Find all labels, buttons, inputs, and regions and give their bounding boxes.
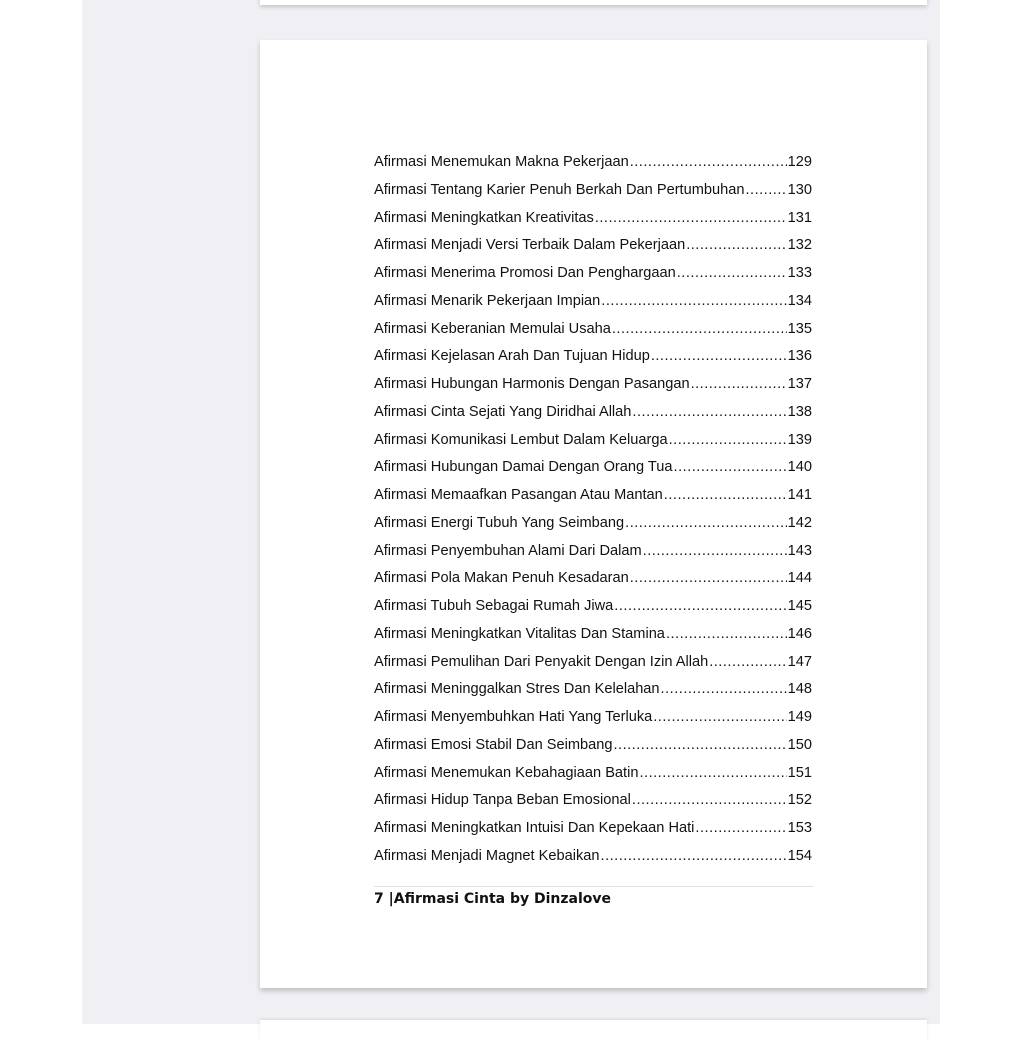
dot-leader xyxy=(691,376,787,392)
toc-entry-page: 132 xyxy=(787,237,812,254)
toc-entry[interactable] xyxy=(374,626,812,654)
toc-entry-page: 144 xyxy=(787,570,812,587)
toc-entry-page: 153 xyxy=(787,820,812,836)
toc-entry[interactable] xyxy=(374,515,812,543)
toc-entry[interactable] xyxy=(374,459,812,487)
toc-entry-title: Afirmasi Hubungan Damai Dengan Orang Tua xyxy=(374,459,673,476)
toc-entry-page: 138 xyxy=(787,403,812,420)
toc-entry[interactable] xyxy=(374,848,812,876)
toc-entry[interactable] xyxy=(374,654,812,682)
toc-entry[interactable] xyxy=(374,792,812,820)
dot-leader xyxy=(686,237,786,253)
dot-leader xyxy=(612,321,787,337)
footer-separator: | xyxy=(383,891,394,907)
dot-leader xyxy=(639,765,786,781)
toc-entry-title: Afirmasi Menemukan Kebahagiaan Batin xyxy=(374,764,639,781)
dot-leader xyxy=(669,432,787,448)
toc-entry-title: Afirmasi Pemulihan Dari Penyakit Dengan Izin Allah xyxy=(374,653,709,670)
dot-leader xyxy=(625,515,787,531)
previous-page xyxy=(260,0,927,5)
toc-entry-page: 131 xyxy=(787,209,812,226)
dot-leader xyxy=(601,848,787,864)
toc-entry[interactable] xyxy=(374,487,812,515)
toc-entry-title: Afirmasi Cinta Sejati Yang Diridhai Allah xyxy=(374,403,632,420)
toc-entry[interactable] xyxy=(374,598,812,626)
dot-leader xyxy=(595,210,787,226)
toc-entry-title: Afirmasi Menerima Promosi Dan Penghargaan xyxy=(374,265,676,281)
dot-leader xyxy=(630,154,787,170)
toc-entry[interactable] xyxy=(374,709,812,737)
dot-leader xyxy=(632,404,786,420)
toc-entry[interactable] xyxy=(374,543,812,571)
toc-entry-title: Afirmasi Hidup Tanpa Beban Emosional xyxy=(374,792,631,809)
dot-leader xyxy=(630,570,787,586)
toc-entry-page: 141 xyxy=(787,487,812,503)
toc-entry[interactable] xyxy=(374,154,812,182)
toc-entry[interactable] xyxy=(374,237,812,265)
toc-entry-page: 133 xyxy=(787,265,812,281)
toc-entry[interactable] xyxy=(374,321,812,349)
toc-entry-title: Afirmasi Keberanian Memulai Usaha xyxy=(374,320,611,337)
toc-entry[interactable] xyxy=(374,182,812,210)
table-of-contents xyxy=(374,154,812,876)
dot-leader xyxy=(666,626,787,642)
toc-entry[interactable] xyxy=(374,293,812,321)
toc-entry[interactable] xyxy=(374,348,812,376)
dot-leader xyxy=(664,487,787,503)
toc-entry-title: Afirmasi Energi Tubuh Yang Seimbang xyxy=(374,514,625,531)
dot-leader xyxy=(653,709,786,725)
toc-entry-page: 145 xyxy=(787,598,812,614)
toc-entry[interactable] xyxy=(374,376,812,404)
toc-entry[interactable] xyxy=(374,432,812,460)
document-viewer[interactable] xyxy=(82,0,940,1024)
toc-entry-title: Afirmasi Menjadi Magnet Kebaikan xyxy=(374,847,600,864)
toc-entry-title: Afirmasi Penyembuhan Alami Dari Dalam xyxy=(374,542,642,559)
toc-entry-title: Afirmasi Tentang Karier Penuh Berkah Dan Pertumbuhan xyxy=(374,181,745,198)
toc-entry-page: 143 xyxy=(787,542,812,559)
toc-entry-title: Afirmasi Menemukan Makna Pekerjaan xyxy=(374,154,629,170)
toc-entry-title: Afirmasi Pola Makan Penuh Kesadaran xyxy=(374,570,629,587)
toc-entry-page: 140 xyxy=(787,459,812,476)
toc-entry[interactable] xyxy=(374,737,812,765)
toc-entry-page: 148 xyxy=(787,681,812,698)
toc-entry-page: 142 xyxy=(787,514,812,531)
toc-entry-page: 147 xyxy=(787,653,812,670)
toc-entry-page: 154 xyxy=(787,847,812,864)
dot-leader xyxy=(614,598,786,614)
toc-entry[interactable] xyxy=(374,210,812,238)
footer-page-number: 7 xyxy=(374,891,384,907)
toc-entry-title: Afirmasi Menyembuhkan Hati Yang Terluka xyxy=(374,709,653,725)
toc-entry-title: Afirmasi Meninggalkan Stres Dan Kelelahan xyxy=(374,681,660,698)
dot-leader xyxy=(632,792,787,808)
toc-entry-page: 137 xyxy=(787,376,812,392)
toc-entry-page: 136 xyxy=(787,348,812,365)
dot-leader xyxy=(745,182,786,198)
toc-entry-title: Afirmasi Kejelasan Arah Dan Tujuan Hidup xyxy=(374,348,650,365)
toc-entry-title: Afirmasi Meningkatkan Kreativitas xyxy=(374,209,594,226)
toc-entry-page: 139 xyxy=(787,431,812,448)
toc-entry[interactable] xyxy=(374,265,812,293)
dot-leader xyxy=(651,348,787,364)
next-page xyxy=(260,1020,927,1040)
dot-leader xyxy=(643,543,787,559)
footer-book-title: Afirmasi Cinta by Dinzalove xyxy=(393,891,612,907)
toc-entry-page: 150 xyxy=(787,736,812,753)
toc-entry-title: Afirmasi Menarik Pekerjaan Impian xyxy=(374,292,601,309)
toc-entry[interactable] xyxy=(374,765,812,793)
toc-entry[interactable] xyxy=(374,570,812,598)
toc-entry-page: 135 xyxy=(787,320,812,337)
toc-entry-title: Afirmasi Hubungan Harmonis Dengan Pasangan xyxy=(374,376,690,392)
dot-leader xyxy=(677,265,787,281)
toc-entry[interactable] xyxy=(374,820,812,848)
dot-leader xyxy=(613,737,786,753)
dot-leader xyxy=(674,459,787,475)
page-footer xyxy=(374,891,611,907)
toc-entry-title: Afirmasi Tubuh Sebagai Rumah Jiwa xyxy=(374,598,614,614)
toc-entry-page: 146 xyxy=(787,625,812,642)
toc-entry-title: Afirmasi Komunikasi Lembut Dalam Keluarga xyxy=(374,431,668,448)
toc-entry-title: Afirmasi Meningkatkan Intuisi Dan Kepekaan Hati xyxy=(374,820,695,836)
dot-leader xyxy=(709,654,786,670)
footer-divider xyxy=(374,886,814,887)
toc-entry[interactable] xyxy=(374,404,812,432)
toc-entry-title: Afirmasi Emosi Stabil Dan Seimbang xyxy=(374,736,613,753)
toc-entry[interactable] xyxy=(374,681,812,709)
dot-leader xyxy=(601,293,786,309)
toc-entry-title: Afirmasi Meningkatkan Vitalitas Dan Stamina xyxy=(374,625,665,642)
dot-leader xyxy=(695,820,786,836)
toc-entry-page: 149 xyxy=(787,709,812,725)
toc-entry-page: 152 xyxy=(787,792,812,809)
toc-entry-page: 129 xyxy=(787,154,812,170)
toc-entry-title: Afirmasi Memaafkan Pasangan Atau Mantan xyxy=(374,487,663,503)
dot-leader xyxy=(661,681,787,697)
toc-entry-page: 151 xyxy=(787,764,812,781)
toc-entry-title: Afirmasi Menjadi Versi Terbaik Dalam Pekerjaan xyxy=(374,237,686,254)
toc-entry-page: 130 xyxy=(787,181,812,198)
toc-entry-page: 134 xyxy=(787,292,812,309)
document-page xyxy=(260,40,927,988)
